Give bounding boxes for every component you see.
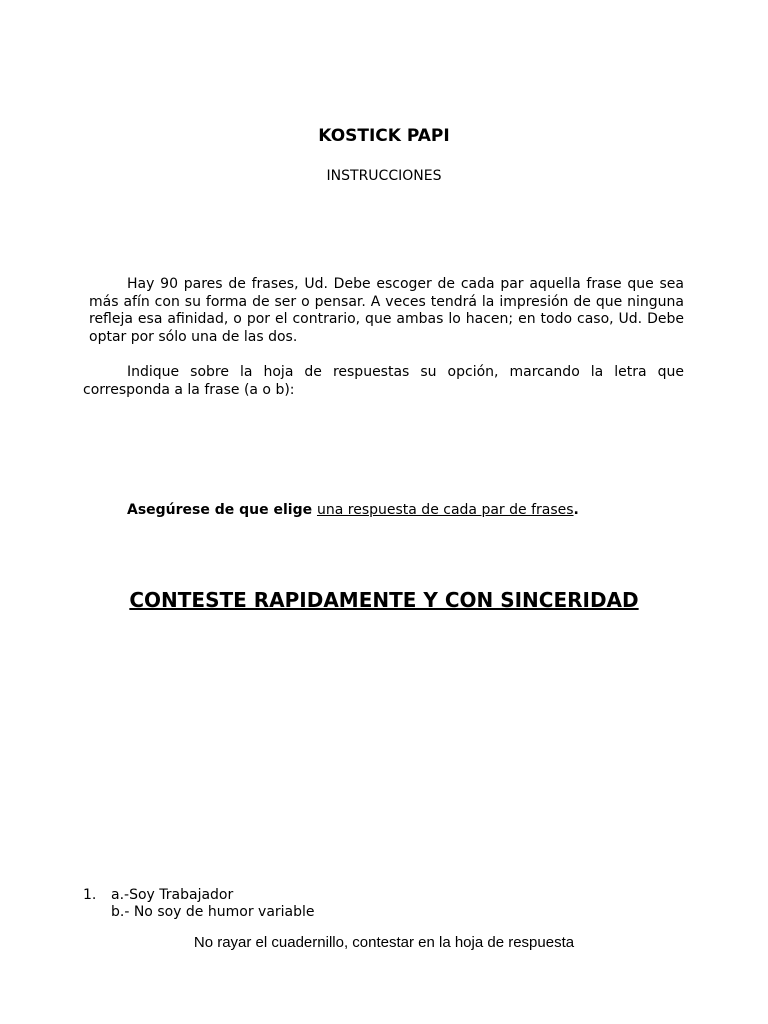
reminder-prefix: Asegúrese de que elige [127,502,317,518]
question-number: 1. [83,887,97,903]
option-b: b.- No soy de humor variable [111,904,315,920]
instructions-paragraph-1: Hay 90 pares de frases, Ud. Debe escoger de cada par aquella frase que sea más afín con su forma de ser o pensar. A veces tendrá la impresión de que ninguna refleja esa afinidad, o por el contrario, que ambas lo hacen; en todo caso, Ud. Debe optar por sólo una de las dos. [89,276,684,345]
document-subtitle: INSTRUCCIONES [326,168,442,184]
reminder-underlined: una respuesta de cada par de frases [316,502,574,518]
emphasis-heading: CONTESTE RAPIDAMENTE Y CON SINCERIDAD [129,588,639,612]
page-footer: No rayar el cuadernillo, contestar en la hoja de respuesta [193,934,575,951]
reminder-suffix: . [573,502,579,518]
option-a: a.-Soy Trabajador [111,887,234,903]
reminder-line [127,502,579,518]
document-title: KOSTICK PAPI [318,126,450,146]
instructions-paragraph-2: Indique sobre la hoja de respuestas su opción, marcando la letra que corresponda a la frase (a o b): [83,364,684,398]
